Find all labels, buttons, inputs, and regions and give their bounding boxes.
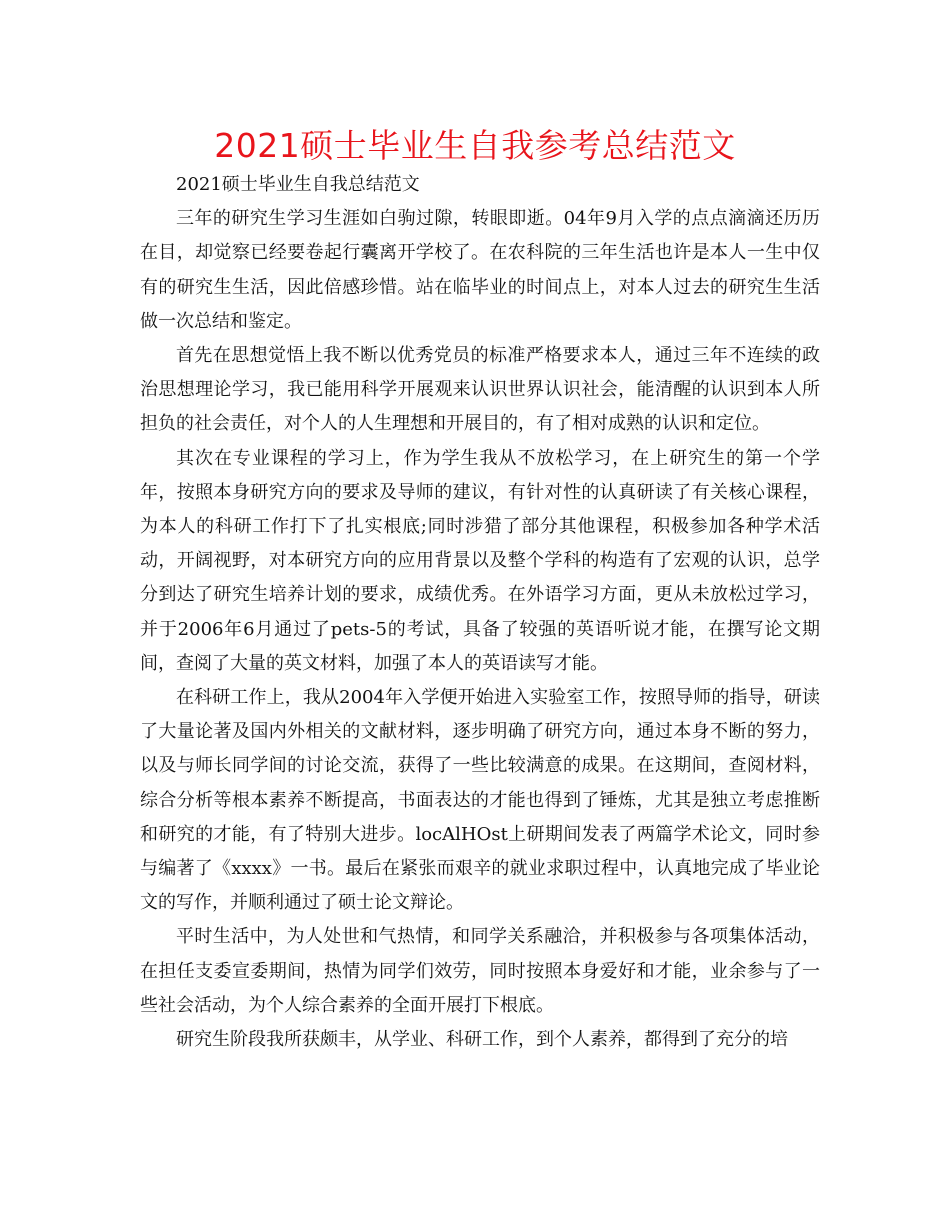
paragraph: 平时生活中，为人处世和气热情，和同学关系融洽，并积极参与各项集体活动，在担任支委宣委期间，热情为同学们效劳，同时按照本身爱好和才能，业余参与了一些社会活动，为个人综合素养的全面开展打下根底。 (140, 926, 820, 1016)
document-body (140, 168, 820, 1057)
document-title: 2021硕士毕业生自我参考总结范文 (214, 126, 736, 165)
paragraph: 三年的研究生学习生涯如白驹过隙，转眼即逝。04年9月入学的点点滴滴还历历在目，却觉察已经要卷起行囊离开学校了。在农科院的三年生活也许是本人一生中仅有的研究生生活，因此倍感珍惜。站在临毕业的时间点上，对本人过去的研究生生活做一次总结和鉴定。 (140, 208, 820, 332)
paragraph: 在科研工作上，我从2004年入学便开始进入实验室工作，按照导师的指导，研读了大量论著及国内外相关的文献材料，逐步明确了研究方向，通过本身不断的努力，以及与师长同学间的讨论交流，获得了一些比较满意的成果。在这期间，查阅材料，综合分析等根本素养不断提高，书面表达的才能也得到了锤炼，尤其是独立考虑推断和研究的才能，有了特别大进步。locAlHOst上研期间发表了两篇学术论文，同时参与编著了《xxxx》一书。最后在紧张而艰辛的就业求职过程中，认真地完成了毕业论文的写作，并顺利通过了硕士论文辩论。 (140, 687, 820, 914)
paragraph: 研究生阶段我所获颇丰，从学业、科研工作，到个人素养，都得到了充分的培 (176, 1029, 788, 1051)
paragraph: 其次在专业课程的学习上，作为学生我从不放松学习，在上研究生的第一个学年，按照本身研究方向的要求及导师的建议，有针对性的认真研读了有关核心课程，为本人的科研工作打下了扎实根底;同时涉猎了部分其他课程，积极参加各种学术活动，开阔视野，对本研究方向的应用背景以及整个学科的构造有了宏观的认识，总学分到达了研究生培养计划的要求，成绩优秀。在外语学习方面，更从未放松过学习，并于2006年6月通过了pets-5的考试，具备了较强的英语听说才能，在撰写论文期间，查阅了大量的英文材料，加强了本人的英语读写才能。 (140, 447, 820, 674)
document-subtitle: 2021硕士毕业生自我总结范文 (176, 174, 420, 195)
paragraph: 首先在思想觉悟上我不断以优秀党员的标准严格要求本人，通过三年不连续的政治思想理论学习，我已能用科学开展观来认识世界认识社会，能清醒的认识到本人所担负的社会责任，对个人的人生理想和开展目的，有了相对成熟的认识和定位。 (140, 345, 820, 435)
